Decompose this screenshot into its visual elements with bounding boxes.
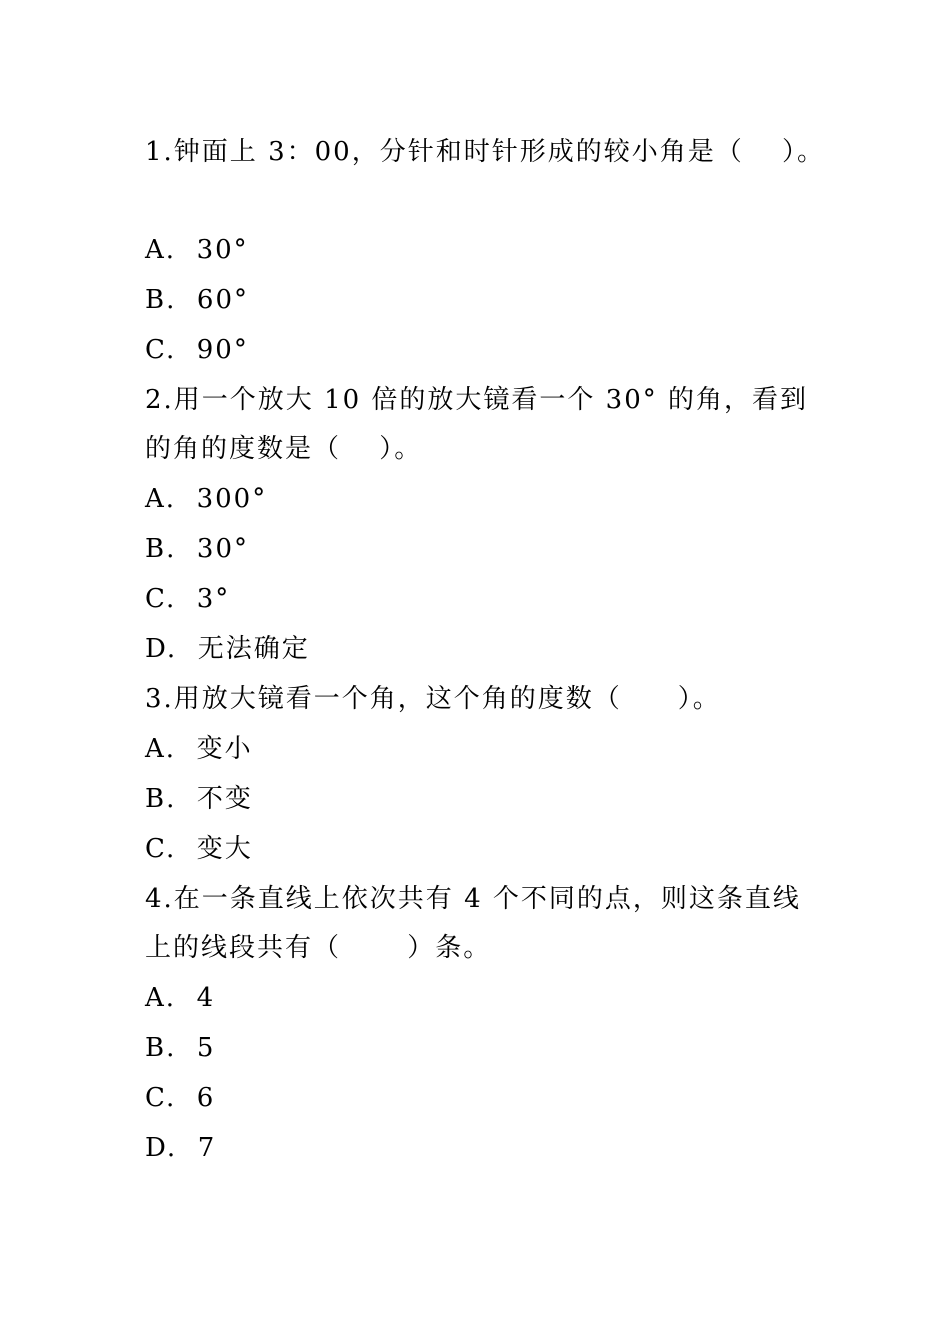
question-4-option-c: C. 6	[145, 1083, 216, 1113]
question-2-stem-line-2: 的角的度数是（ ）。	[145, 434, 423, 464]
question-4-option-b: B. 5	[145, 1033, 216, 1063]
question-4-option-a: A. 4	[145, 983, 216, 1013]
question-2-option-c: C. 3°	[145, 584, 231, 614]
question-4-option-d: D. 7	[145, 1133, 217, 1163]
question-2-stem-line-1: 2.用一个放大 10 倍的放大镜看一个 30° 的角，看到	[145, 385, 809, 415]
question-2-option-b: B. 30°	[145, 534, 249, 564]
question-3-option-b: B. 不变	[145, 784, 253, 814]
question-1-stem: 1.钟面上 3：00，分针和时针形成的较小角是（ ）。	[145, 137, 825, 167]
question-3-option-a: A. 变小	[145, 734, 253, 764]
question-3-stem: 3.用放大镜看一个角，这个角的度数（ ）。	[145, 684, 721, 714]
question-4-stem-line-1: 4.在一条直线上依次共有 4 个不同的点，则这条直线	[145, 884, 801, 914]
question-1-option-b: B. 60°	[145, 285, 249, 315]
question-1-option-c: C. 90°	[145, 335, 249, 365]
question-2-option-a: A. 300°	[145, 484, 268, 514]
question-1-option-a: A. 30°	[145, 235, 249, 265]
question-2-option-d: D. 无法确定	[145, 634, 310, 664]
question-4-stem-line-2: 上的线段共有（ ）条。	[145, 933, 492, 963]
question-3-option-c: C. 变大	[145, 834, 253, 864]
